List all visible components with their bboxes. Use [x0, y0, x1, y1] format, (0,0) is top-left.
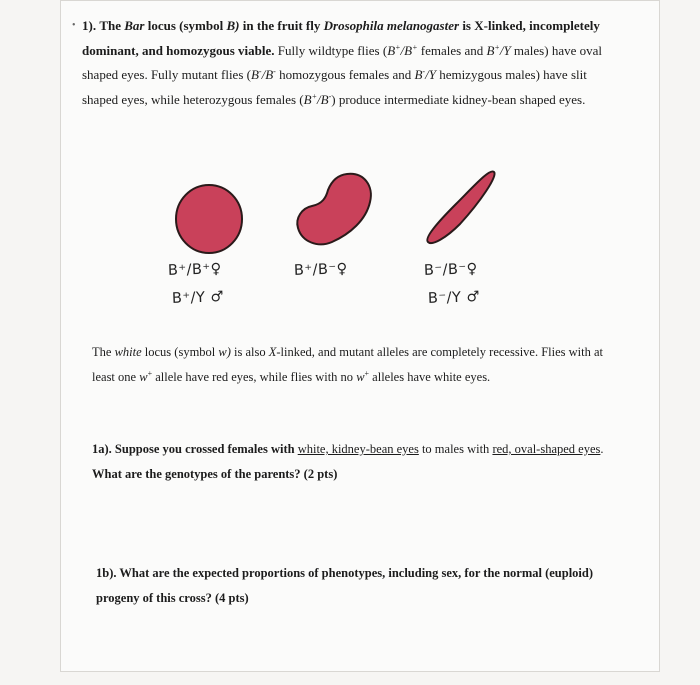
oval-genotype-male: B⁺/Y ♂: [171, 289, 225, 307]
question-1a: 1a). Suppose you crossed females with white, kidney-bean eyes to males with red, oval-shaped eyes. What are the genotypes of the parents? (2 pts): [92, 442, 604, 481]
oval-eye-drawing: [174, 184, 246, 256]
question-number: 1).: [82, 18, 97, 33]
kidney-bean-eye-drawing: [292, 168, 382, 258]
bean-genotype-female: B⁺/B⁻♀: [293, 261, 348, 279]
bar-locus-paragraph: 1). The Bar locus (symbol B) in the fruit fly Drosophila melanogaster is X-linked, incompletely dominant, and homozygous viable. Fully wildtype flies (B+/B+ females and B+/Y males) have oval shaped eyes. Fully mutant flies (B-/B- homozygous females and B-/Y hemizygous males) have slit shaped eyes, while heterozygous females (B+/B-) produce intermediate kidney-bean shaped eyes.: [82, 18, 602, 107]
white-locus-paragraph: The white locus (symbol w) is also X-linked, and mutant alleles are completely recessive. Flies with at least one w+ allele have red eyes, while flies with no w+ alleles have white eyes.: [92, 345, 604, 384]
oval-genotype-female: B⁺/B⁺♀: [167, 261, 222, 279]
species-name: Drosophila melanogaster: [323, 18, 460, 33]
slit-genotype-male: B⁻/Y ♂: [427, 289, 481, 307]
slit-genotype-female: B⁻/B⁻♀: [423, 261, 478, 279]
bullet-dot: •: [72, 20, 76, 31]
slit-eye-drawing: [420, 168, 500, 248]
question-1b: 1b). What are the expected proportions of phenotypes, including sex, for the normal (euploid) progeny of this cross? (4 pts): [96, 566, 594, 605]
